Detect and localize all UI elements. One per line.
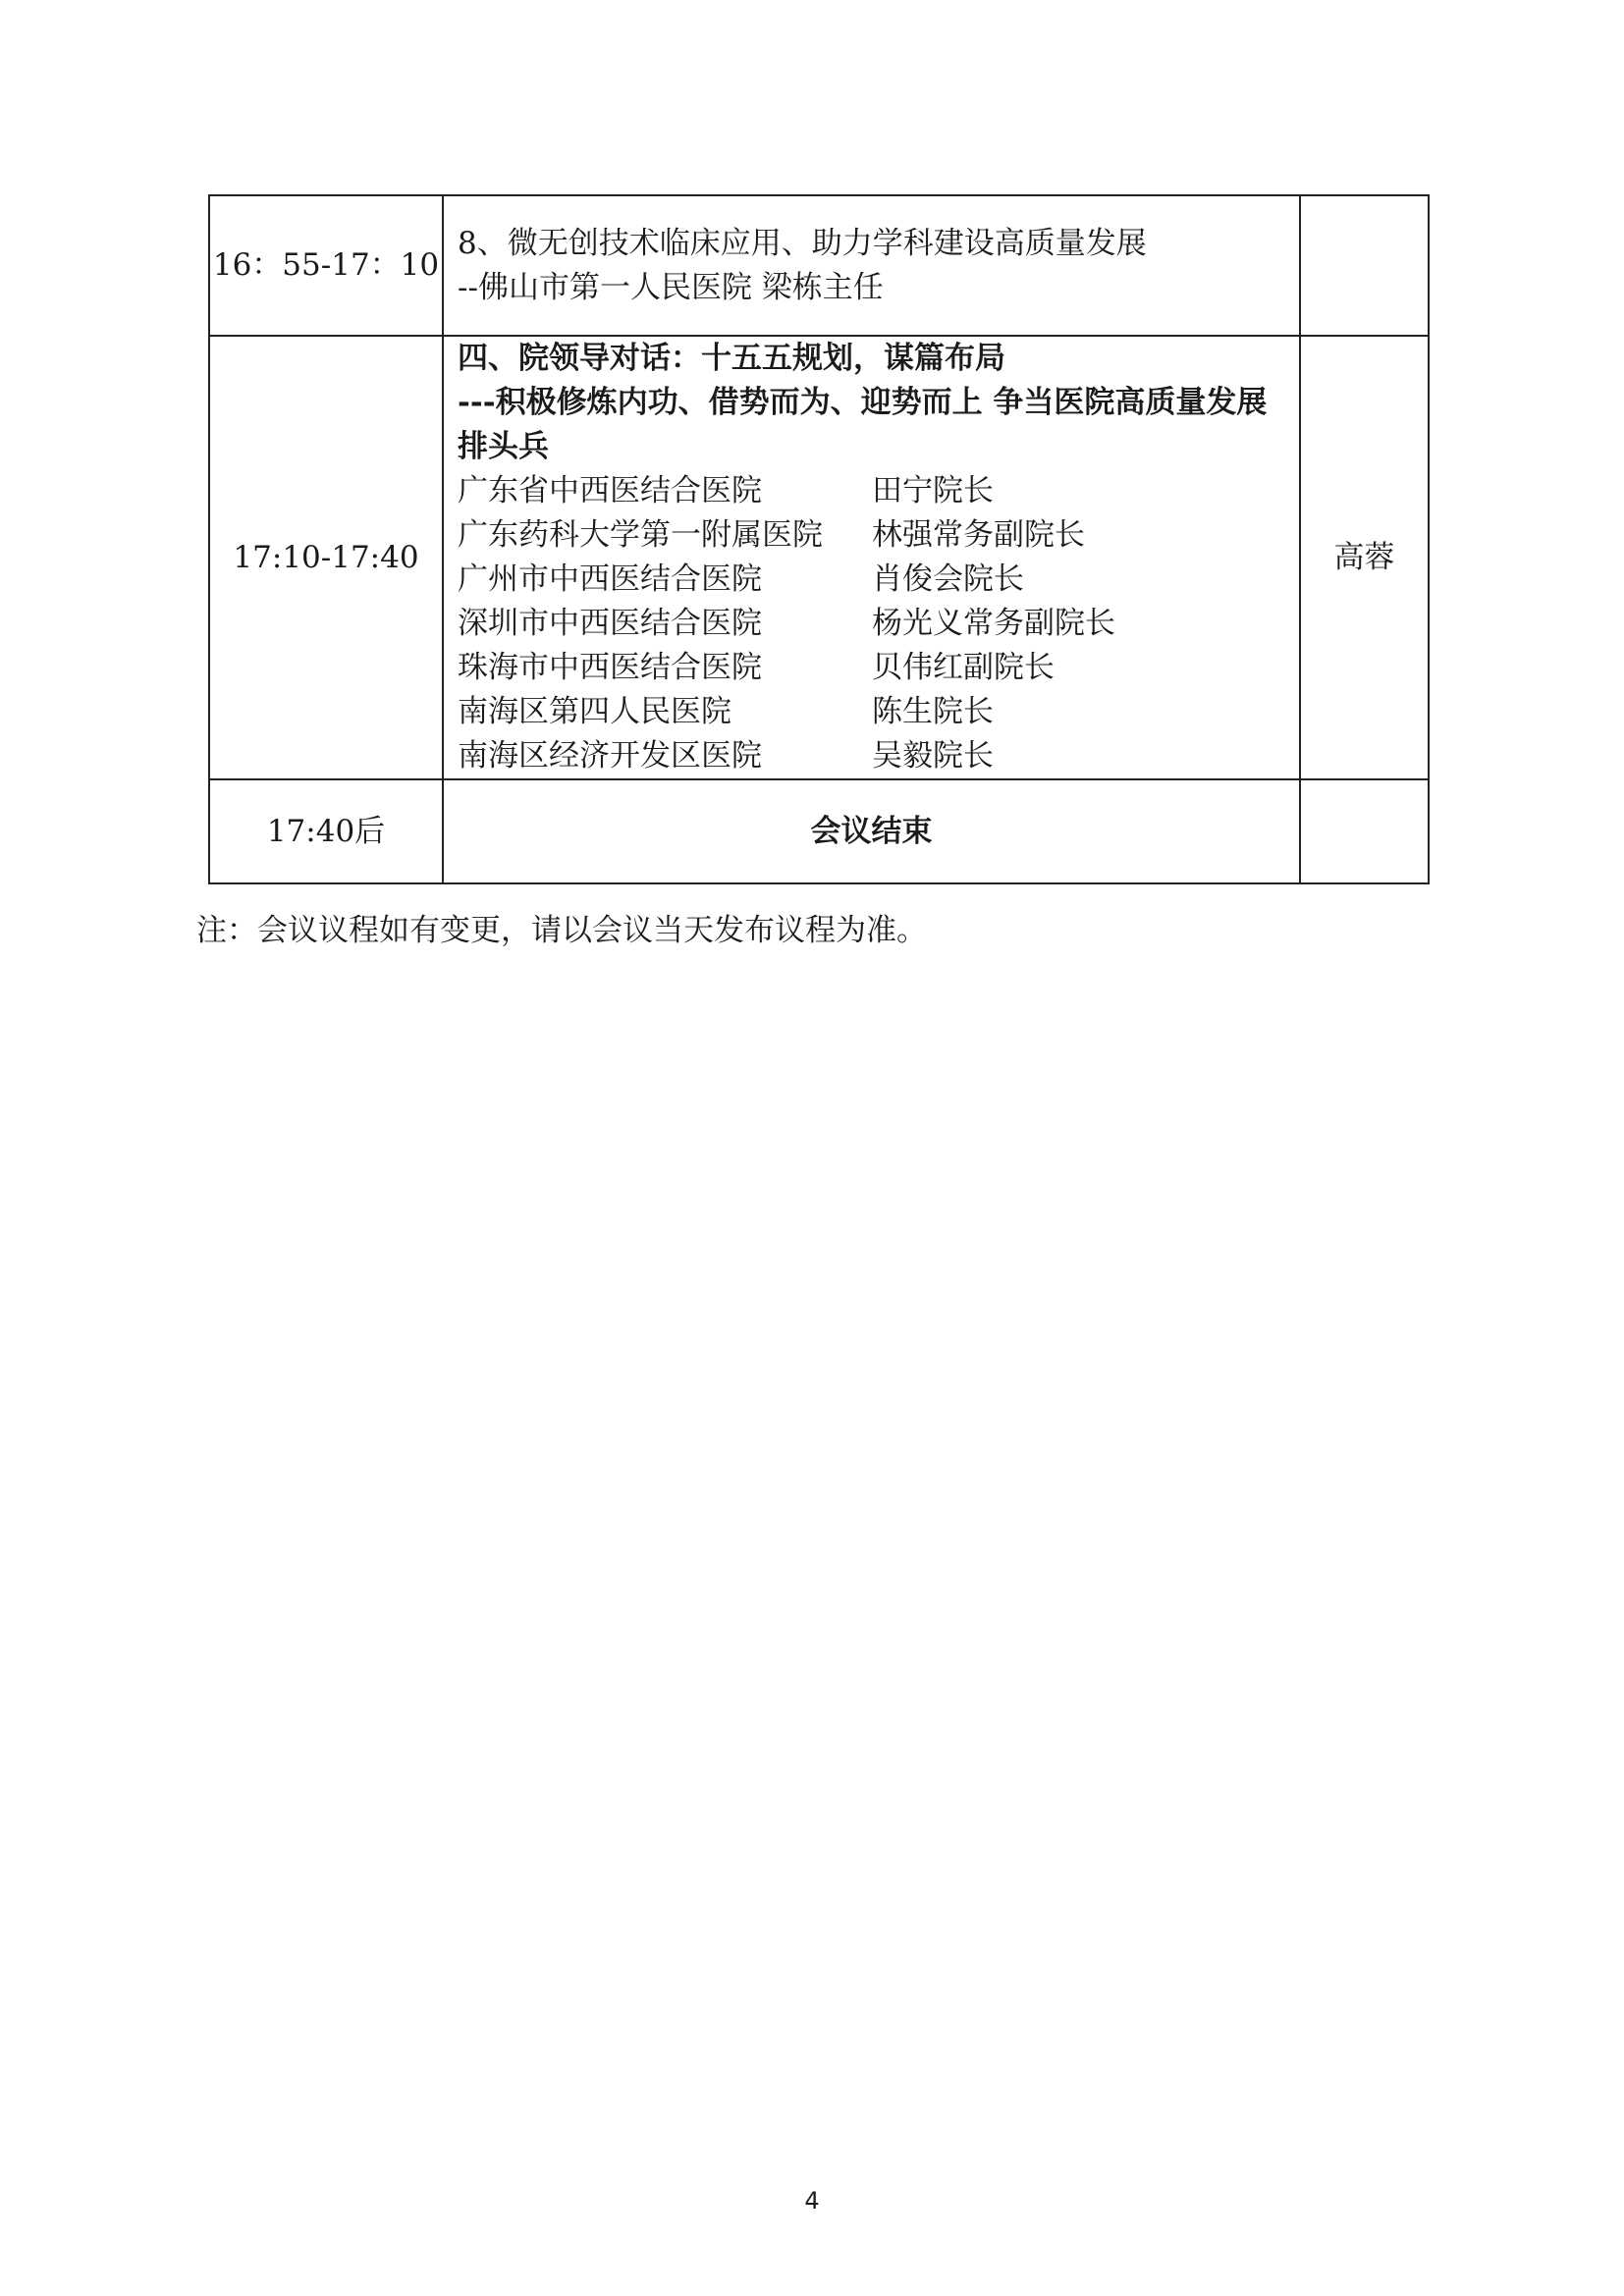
speaker-line [458, 469, 1285, 513]
page-number: 4 [804, 2187, 820, 2215]
table-row [209, 779, 1429, 883]
speaker-line [458, 734, 1285, 778]
agenda-table [208, 194, 1430, 884]
speaker-line [458, 602, 1285, 646]
speaker-org: 深圳市中西医结合医院 [458, 606, 762, 641]
agenda-note: 注：会议议程如有变更，请以会议当天发布议程为准。 [196, 913, 927, 948]
speaker-org: 南海区第四人民医院 [458, 694, 731, 729]
speaker-line [458, 690, 1285, 734]
speaker-org: 广东药科大学第一附属医院 [458, 517, 823, 553]
speaker-name: 吴毅院长 [872, 738, 994, 774]
speaker-org: 广东省中西医结合医院 [458, 473, 762, 508]
speaker-name: 陈生院长 [872, 694, 994, 729]
table-row [209, 336, 1429, 779]
speaker-name: 肖俊会院长 [872, 561, 1024, 597]
speaker-line [458, 558, 1285, 602]
content-cell [443, 195, 1300, 336]
session-subtitle: ---积极修炼内功、借势而为、迎势而上 争当医院高质量发展排头兵 [458, 385, 1268, 464]
session-title: 8、微无创技术临床应用、助力学科建设高质量发展 [458, 225, 1147, 261]
host-cell [1300, 195, 1429, 336]
host-cell [1300, 779, 1429, 883]
time-cell: 17:40后 [209, 779, 443, 883]
speaker-line [458, 646, 1285, 690]
speaker-org: 广州市中西医结合医院 [458, 561, 762, 597]
table-row [209, 195, 1429, 336]
meeting-end-cell: 会议结束 [443, 779, 1300, 883]
speaker-name: 林强常务副院长 [872, 517, 1085, 553]
speaker-line [458, 513, 1285, 558]
content-cell [443, 336, 1300, 779]
host-cell: 高蓉 [1300, 336, 1429, 779]
speaker-org: 南海区经济开发区医院 [458, 738, 762, 774]
time-cell: 16：55-17：10 [209, 195, 443, 336]
time-cell: 17:10-17:40 [209, 336, 443, 779]
speaker-name: 田宁院长 [872, 473, 994, 508]
session-speaker: --佛山市第一人民医院 梁栋主任 [458, 269, 884, 305]
speaker-name: 杨光义常务副院长 [872, 606, 1115, 641]
speaker-org: 珠海市中西医结合医院 [458, 650, 762, 685]
session-title: 四、院领导对话：十五五规划，谋篇布局 [458, 341, 1005, 376]
speaker-name: 贝伟红副院长 [872, 650, 1055, 685]
